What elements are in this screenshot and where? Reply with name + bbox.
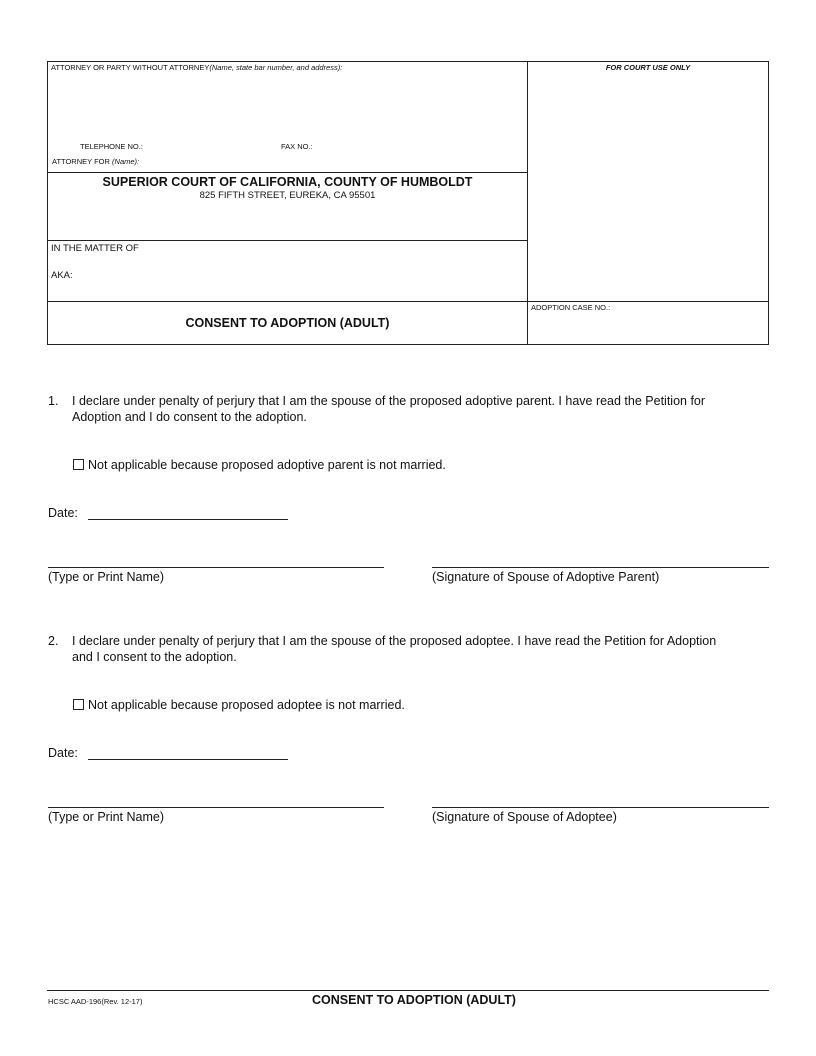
section2-number: 2.	[48, 634, 59, 648]
section1-not-applicable: Not applicable because proposed adoptive parent is not married.	[73, 457, 446, 473]
footer-title: CONSENT TO ADOPTION (ADULT)	[312, 993, 516, 1007]
section2-text-line2: and I consent to the adoption.	[72, 650, 237, 664]
section1-signature-field[interactable]	[432, 567, 769, 568]
court-use-label: FOR COURT USE ONLY	[605, 63, 691, 72]
case-number-label: ADOPTION CASE NO.:	[531, 303, 611, 312]
section2-checkbox[interactable]	[73, 699, 84, 710]
section1-date-field[interactable]	[88, 519, 288, 520]
section2-signature-field[interactable]	[432, 807, 769, 808]
section2-text-line1: I declare under penalty of perjury that I am the spouse of the proposed adoptee. I have read the Petition for Adoption	[72, 634, 717, 648]
caption-box	[47, 61, 769, 345]
section2-name-caption: (Type or Print Name)	[48, 810, 165, 824]
telephone-label: TELEPHONE NO.:	[80, 142, 143, 151]
section2-signature-caption: (Signature of Spouse of Adoptee)	[432, 810, 617, 824]
section1-date-label: Date:	[48, 506, 78, 520]
section1-name-caption: (Type or Print Name)	[48, 570, 165, 584]
attorney-label: ATTORNEY OR PARTY WITHOUT ATTORNEY(Name, state bar number, and address):	[51, 63, 343, 72]
footer-rule	[47, 990, 769, 991]
section2-date-field[interactable]	[88, 759, 288, 760]
section1-text-line1: I declare under penalty of perjury that I am the spouse of the proposed adoptive parent. I have read the Petition for	[72, 394, 706, 408]
section1-number: 1.	[48, 394, 59, 408]
caption-divider-title	[47, 301, 769, 302]
section1-name-field[interactable]	[48, 567, 384, 568]
caption-divider-vertical	[527, 61, 528, 345]
section2-name-field[interactable]	[48, 807, 384, 808]
form-title: CONSENT TO ADOPTION (ADULT)	[185, 316, 390, 330]
court-address: 825 FIFTH STREET, EUREKA, CA 95501	[199, 190, 376, 201]
section1-text-line2: Adoption and I do consent to the adoption.	[72, 410, 307, 424]
section2-not-applicable: Not applicable because proposed adoptee is not married.	[73, 697, 405, 713]
attorney-for-label: ATTORNEY FOR (Name):	[52, 157, 140, 166]
court-name: SUPERIOR COURT OF CALIFORNIA, COUNTY OF HUMBOLDT	[102, 175, 473, 189]
matter-label: IN THE MATTER OF	[51, 243, 139, 254]
caption-divider-court	[47, 172, 528, 173]
section2-date-label: Date:	[48, 746, 78, 760]
fax-label: FAX NO.:	[281, 142, 313, 151]
section1-checkbox[interactable]	[73, 459, 84, 470]
caption-divider-matter	[47, 240, 528, 241]
section1-signature-caption: (Signature of Spouse of Adoptive Parent)	[432, 570, 660, 584]
footer-form-code: HCSC AAD-196(Rev. 12-17)	[48, 997, 143, 1006]
aka-label: AKA:	[51, 270, 73, 281]
